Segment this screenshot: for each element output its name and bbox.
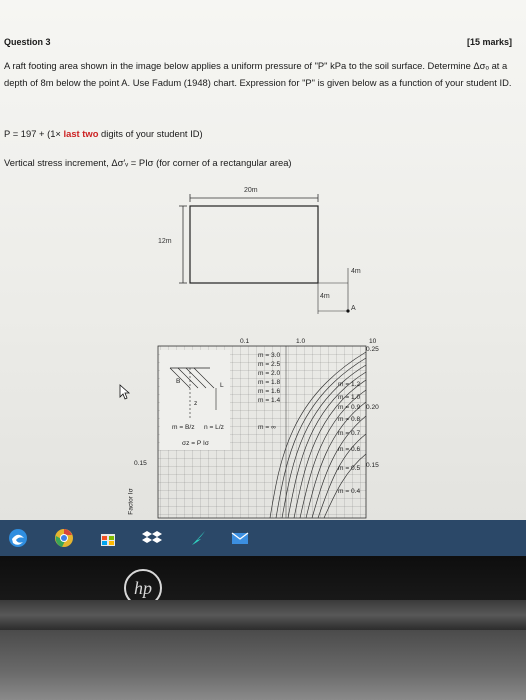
width-label: 20m bbox=[244, 187, 258, 194]
m-label-3.0: m = 3.0 bbox=[258, 352, 281, 359]
chrome-icon[interactable] bbox=[52, 526, 76, 550]
taskbar bbox=[0, 520, 526, 556]
right-value-0.25: 0.25 bbox=[366, 346, 379, 353]
m-label-2.0: m = 2.0 bbox=[258, 370, 281, 377]
m-label-0.4: m = 0.4 bbox=[338, 488, 361, 495]
inset-sigma-formula: σz = P Iσ bbox=[182, 440, 209, 447]
m-label-1.2: m = 1.2 bbox=[338, 381, 361, 388]
m-label-1.4: m = 1.4 bbox=[258, 397, 281, 404]
edge-icon[interactable] bbox=[6, 526, 30, 550]
store-icon[interactable] bbox=[96, 526, 120, 550]
formula-line bbox=[4, 128, 203, 139]
m-label-0.5: m = 0.5 bbox=[338, 465, 361, 472]
fadum-chart bbox=[120, 338, 380, 523]
right-value-0.20: 0.20 bbox=[366, 404, 379, 411]
right-value-0.15: 0.15 bbox=[366, 462, 379, 469]
mail-icon[interactable] bbox=[228, 526, 252, 550]
m-label-0.9: m = 0.9 bbox=[338, 404, 361, 411]
question-paragraph: A raft footing area shown in the image below applies a uniform pressure of "P" kPa to the soil surface. Determine Δσₒ at a depth of 8m below the point A. Use Fadum (1948) chart. Expression for "P" is given below as a function of your student ID. bbox=[4, 60, 512, 88]
laptop-base bbox=[0, 630, 526, 700]
m-label-0.7: m = 0.7 bbox=[338, 430, 361, 437]
offset-h-label: 4m bbox=[320, 293, 330, 300]
x-tick-1.0: 1.0 bbox=[296, 338, 306, 345]
height-label: 12m bbox=[158, 238, 172, 245]
m-label-1.6: m = 1.6 bbox=[258, 388, 281, 395]
point-a-label: A bbox=[351, 305, 356, 312]
x-tick-0.1: 0.1 bbox=[240, 338, 250, 345]
formula-highlight: last two bbox=[63, 128, 99, 139]
svg-text:hp: hp bbox=[134, 578, 152, 598]
x-tick-10: 10 bbox=[369, 338, 377, 345]
inset-b-label: B bbox=[176, 378, 181, 385]
marks-label: [15 marks] bbox=[466, 37, 512, 47]
left-value-0.15: 0.15 bbox=[134, 460, 147, 467]
m-label-1.8: m = 1.8 bbox=[258, 379, 281, 386]
m-label-0.8: m = 0.8 bbox=[338, 416, 361, 423]
inset-z-label: z bbox=[194, 400, 198, 407]
inset-m-formula: m = B/z bbox=[172, 424, 195, 431]
chart-axis-label: Factor Iσ bbox=[127, 488, 135, 515]
question-heading: Question 3 bbox=[4, 37, 51, 47]
m-label-0.6: m = 0.6 bbox=[338, 446, 361, 453]
m-label-2.5: m = 2.5 bbox=[258, 361, 281, 368]
laptop-hinge bbox=[0, 600, 526, 630]
stress-formula: Vertical stress increment, Δσ′ᵥ = PIσ (for corner of a rectangular area) bbox=[4, 157, 292, 168]
formula-prefix: P = 197 + (1× bbox=[4, 128, 64, 139]
inset-n-formula: n = L/z bbox=[204, 424, 224, 431]
m-label-1.0: m = 1.0 bbox=[338, 394, 361, 401]
m-label-inf: m = ∞ bbox=[258, 424, 276, 431]
dropbox-icon[interactable] bbox=[140, 526, 164, 550]
formula-suffix: digits of your student ID) bbox=[98, 128, 203, 139]
inset-l-label: L bbox=[220, 382, 224, 389]
footing-plan-diagram bbox=[150, 186, 380, 336]
feather-icon[interactable] bbox=[186, 526, 210, 550]
offset-v-label: 4m bbox=[351, 268, 361, 275]
mouse-cursor-icon bbox=[119, 384, 131, 405]
